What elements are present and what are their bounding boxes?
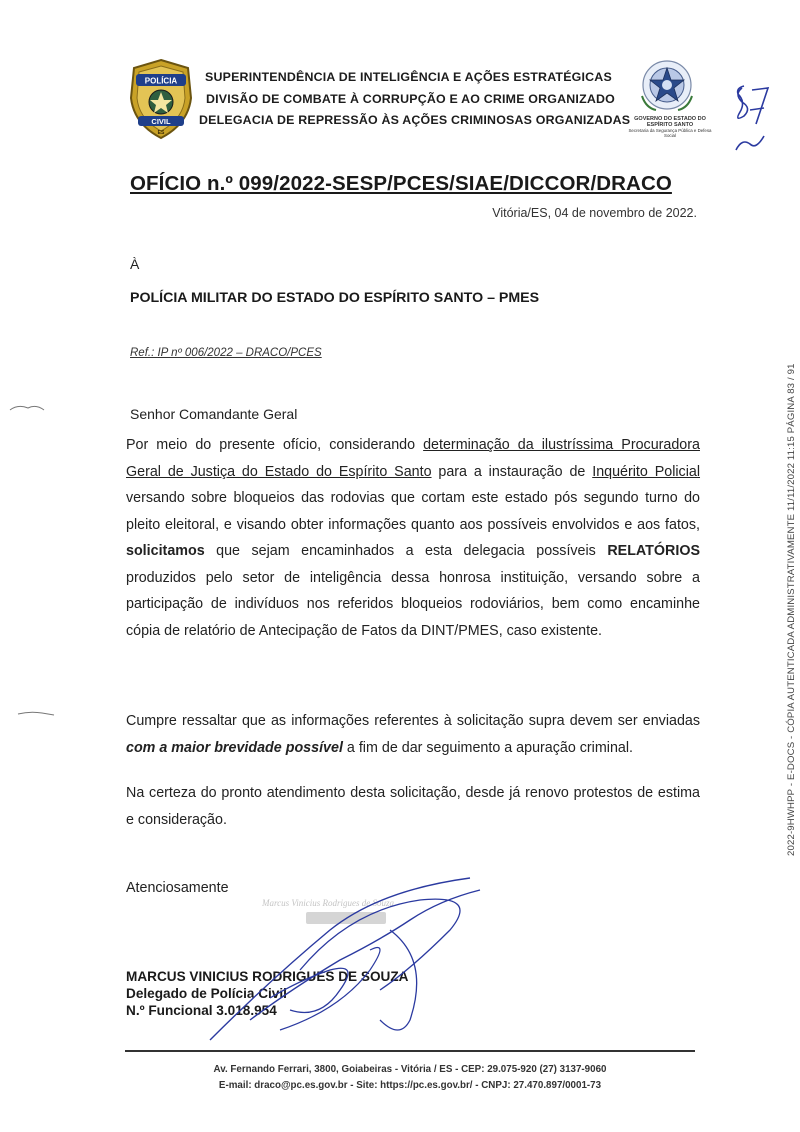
header-line-2: DIVISÃO DE COMBATE À CORRUPÇÃO E AO CRIME ORGANIZADO (206, 92, 615, 106)
closing: Atenciosamente (126, 880, 229, 896)
paragraph-2: Cumpre ressaltar que as informações referentes à solicitação supra devem ser enviadas com a maior brevidade possível a fim de dar seguimento a apuração criminal. (126, 713, 700, 756)
state-seal-icon (636, 56, 698, 114)
recipient: POLÍCIA MILITAR DO ESTADO DO ESPÍRITO SANTO – PMES (130, 290, 540, 306)
margin-mark-icon (16, 708, 56, 720)
svg-text:ES: ES (157, 130, 165, 136)
header-line-3: DELEGACIA DE REPRESSÃO ÀS AÇÕES CRIMINOSAS ORGANIZADAS (199, 113, 631, 127)
header-line-1: SUPERINTENDÊNCIA DE INTELIGÊNCIA E AÇÕES ESTRATÉGICAS (205, 70, 612, 84)
salutation: Senhor Comandante Geral (130, 406, 298, 422)
reference: Ref.: IP nº 006/2022 – DRACO/PCES (130, 347, 322, 359)
handwritten-signature (180, 870, 500, 1050)
signer-functional-number: N.º Funcional 3.018.954 (126, 1003, 277, 1018)
police-civil-badge-icon (128, 58, 194, 140)
signer-role: Delegado de Polícia Civil (126, 986, 287, 1001)
document-title: OFÍCIO n.º 099/2022-SESP/PCES/SIAE/DICCOR/DRACO (130, 172, 672, 195)
margin-mark-icon (8, 402, 48, 414)
document-date: Vitória/ES, 04 de novembro de 2022. (492, 206, 697, 220)
paragraph-3: Na certeza do pronto atendimento desta solicitação, desde já renovo protestos de estima e consideração. (126, 785, 700, 828)
digital-signature-stamp: Marcus Vinicius Rodrigues de Souza (262, 898, 422, 948)
footer-contact: E-mail: draco@pc.es.gov.br - Site: https://pc.es.gov.br/ - CNPJ: 27.470.897/0001-73 (218, 1080, 602, 1091)
svg-text:CIVIL: CIVIL (151, 117, 171, 126)
footer-divider (125, 1050, 695, 1052)
footer-address: Av. Fernando Ferrari, 3800, Goiabeiras - Vitória / ES - CEP: 29.075-920 (27) 3137-9060 (213, 1064, 607, 1075)
signer-name: MARCUS VINICIUS RODRIGUES DE SOUZA (126, 969, 409, 984)
paragraph-1: Por meio do presente ofício, considerando determinação da ilustríssima Procuradora Geral de Justiça do Estado do Espírito Santo para a instauração de Inquérito Policial versando sobre bloqueios das rodovias que cortam este estado pós segundo turno do pleito eleitoral, e visando obter informações quanto aos possíveis envolvidos e aos fatos, solicitamos que sejam encaminhados a esta delegacia possíveis RELATÓRIOS produzidos pelo setor de inteligência dessa honrosa instituição, versando sobre a participação de indivíduos nos referidos bloqueios rodoviários, bem como encaminhe cópia de relatório de Antecipação de Fatos da DINT/PMES, caso existente. (126, 437, 701, 639)
handwritten-page-number (728, 80, 776, 160)
svg-text:POLÍCIA: POLÍCIA (144, 76, 178, 86)
gov-caption: GOVERNO DO ESTADO DO ESPÍRITO SANTO Secretaria da Segurança Pública e Defesa Social (628, 116, 712, 138)
side-authentication-stamp: 2022-9HWHPP - E-DOCS - CÓPIA AUTENTICADA ADMINISTRATIVAMENTE 11/11/2022 11:15 PÁGINA 83 / 91 (786, 363, 797, 856)
addressee-prefix: À (130, 256, 140, 272)
